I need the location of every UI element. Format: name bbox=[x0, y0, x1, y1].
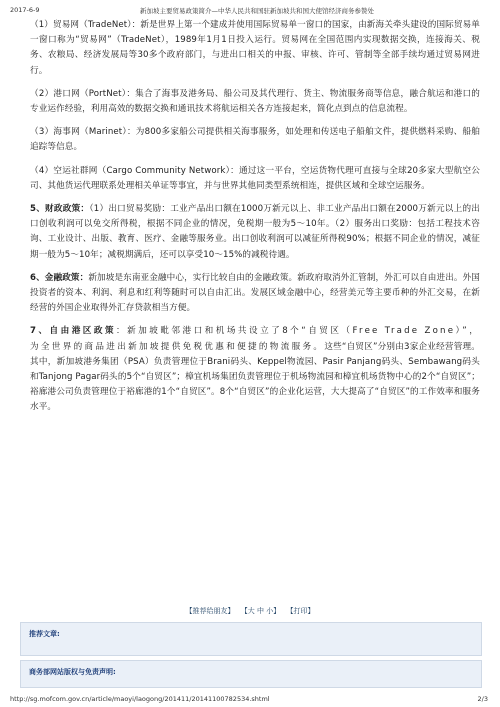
section-text-monetary: 新加坡是东南亚金融中心，实行比较自由的金融政策。新政府取消外汇管制，外汇可以自由进出。外国投资者的资本、利润、利息和红利等随时可以自由汇出。发展区域金融中心，经营美元等主要币种的外汇交易，在新经营的外国企业取得外汇存贷款相当方便。 bbox=[30, 272, 480, 314]
section-title-finance: 5、财政政策： bbox=[30, 204, 90, 215]
paragraph-marinet: （3）海事网（Marinet）：为800多家船公司提供相关海事服务，如处理和传送电子船舶文件，提供燃料采购、船舶追踪等信息。 bbox=[30, 127, 480, 153]
paragraph-portnet: （2）港口网（PortNet）：集合了海事及港务局、船公司及其代理行、货主、物流服务商等信息，融合航运和港口的专业运作经验，利用高效的数据交换和通讯技术将航运相关各方连接起来，简化点到点的信息流程。 bbox=[30, 88, 480, 115]
print-footer bbox=[0, 693, 500, 705]
print-date: 2017-6-9 bbox=[10, 6, 40, 14]
page-url: http://sg.mofcom.gov.cn/article/maoyi/laogong/201411/20141100782534.shtml bbox=[10, 695, 270, 703]
section-title-monetary: 6、金融政策： bbox=[30, 272, 89, 283]
recommended-articles-label: 推荐文章: bbox=[29, 630, 60, 638]
print-page-title: 新加坡主要贸易政策简介—中华人民共和国驻新加坡共和国大使馆经济商务参赞处 bbox=[140, 7, 374, 15]
recommend-to-friend-link[interactable]: 【推荐给朋友】 bbox=[185, 607, 235, 615]
article-toolbar bbox=[0, 606, 500, 616]
print-header bbox=[0, 4, 500, 16]
recommended-articles-box bbox=[20, 622, 482, 656]
paragraph-tradenet: （1）贸易网（TradeNet）：新是世界上第一个建成并使用国际贸易单一窗口的国家，由新海关牵头建设的国际贸易单一窗口称为“贸易网”（TradeNet），1989年1月1日投入运行。贸易网在全国范围内实现数据交换，连接海关、税务、农粮局、经济发展局等30多个政府部门，与进出口相关的申报、审核、许可、管制等全部手续均通过贸易网进行。 bbox=[30, 20, 480, 76]
section-title-ftz: 7、自由港区政策 bbox=[30, 326, 117, 337]
section-text-ftz-intro: ：新加坡毗邻港口和机场共设立了8个“自贸区（Free Trade Zone）”，为全世界的商品进出新加坡提供免税优惠和便捷的物流服务。 bbox=[30, 326, 480, 352]
copyright-disclaimer-box bbox=[20, 660, 482, 688]
paragraph-monetary-policy bbox=[30, 271, 480, 317]
copyright-disclaimer-label: 商务部网站版权与免责声明: bbox=[29, 668, 116, 676]
section-text-finance: （1）出口贸易奖励：工业产品出口额在1000万新元以上、非工业产品出口额在2000万新元以上的出口创收利润可以免交所得税，根据不同企业的情况，免税期一般为5～10年。（2）服务出口奖励：包括工程技术咨询、工业设计、出版、教育、医疗、金融等服务业。出口创收利润可以减征所得税90%；根据不同企业的情况，减征期一般为5～10年；减税期满后，还可以享受10～15%的减税待遇。 bbox=[30, 204, 480, 260]
section-text-ftz: 这些“自贸区”分别由3家企业经营管理。其中，新加坡港务集团（PSA）负责管理位于Brani码头、Keppel物流园、Pasir Panjang码头、Sembawang码头和Tanjong Pagar码头的5个“自贸区”；樟宜机场集团负责管理位于机场物流园和樟宜机场货物中心的2个“自贸区”；裕廊港公司负责管理位于裕廊港的1个“自贸区”。8个“自贸区”的企业化运营，大大提高了“自贸区”的工作效率和服务水平。 bbox=[30, 341, 480, 413]
print-link[interactable]: 【打印】 bbox=[286, 607, 315, 615]
page-number: 2/3 bbox=[477, 695, 488, 703]
paragraph-free-trade-zone bbox=[30, 324, 480, 415]
font-size-control[interactable]: 【大 中 小】 bbox=[240, 607, 281, 615]
article-body bbox=[30, 18, 480, 424]
paragraph-cargo-network: （4）空运社群网（Cargo Community Network）：通过这一平台，空运货物代理可直接与全球20多家大型航空公司、其他货运代理联系处理相关单证等事宜，并与世界其他同类型系统相连，提供区域和全球空运服务。 bbox=[30, 165, 480, 191]
paragraph-finance-policy bbox=[30, 202, 480, 263]
